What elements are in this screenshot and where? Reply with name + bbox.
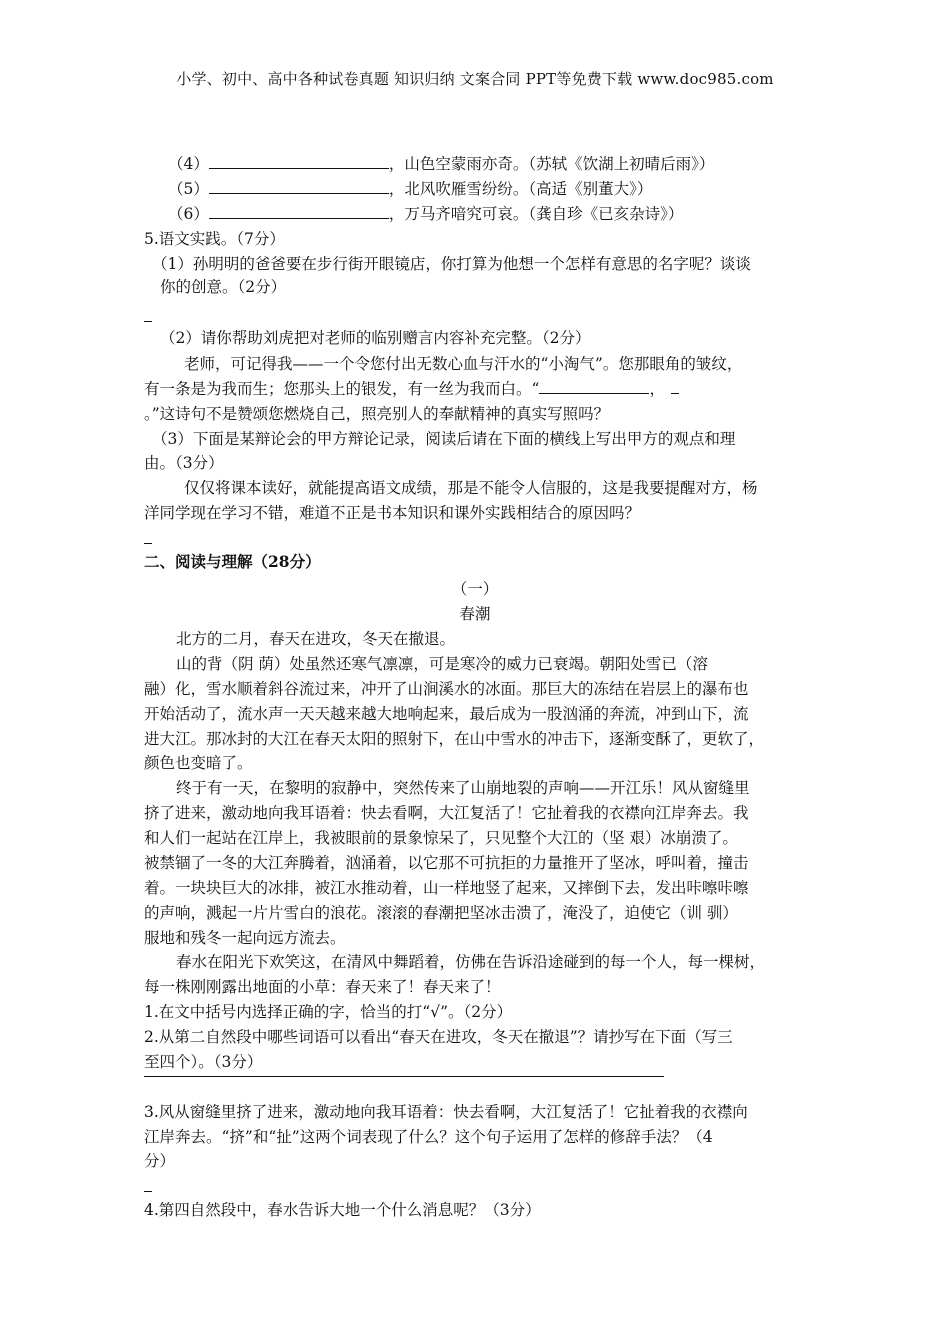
question-1: 1.在文中括号内选择正确的字，恰当的打“√”。（2分）	[144, 1003, 513, 1021]
answer-line-short[interactable]	[144, 543, 152, 544]
page-header: 小学、初中、高中各种试卷真题 知识归纳 文案合同 PPT等免费下载 www.doc985.com	[176, 70, 774, 88]
poem-text: ，北风吹雁雪纷纷。（高适《别董大》）	[388, 180, 653, 198]
q5-part2-passage-line3: 。”这诗句不是赞颂您燃烧自己，照亮别人的奉献精神的真实写照吗？	[144, 405, 610, 423]
question-2-line1: 2.从第二自然段中哪些词语可以看出“春天在进攻，冬天在撤退”？请抄写在下面（写三	[144, 1028, 733, 1046]
answer-blank[interactable]	[209, 179, 389, 194]
article-line: 被禁锢了一冬的大江奔腾着，汹涌着，以它那不可抗拒的力量推开了坚冰，呼叫着，撞击	[144, 854, 749, 872]
question-2-line2: 至四个）。（3分）	[144, 1053, 263, 1071]
q5-part2-passage-line2	[144, 378, 679, 400]
poem-number: （6）	[168, 205, 209, 223]
passage-text: ，	[649, 380, 665, 398]
answer-blank[interactable]	[539, 379, 649, 394]
article-line: 每一株刚刚露出地面的小草：春天来了！春天来了！	[144, 978, 501, 996]
q5-title: 5.语文实践。（7分）	[144, 230, 285, 248]
answer-blank[interactable]	[209, 154, 389, 169]
answer-blank[interactable]	[209, 204, 389, 219]
poem-number: （4）	[168, 155, 209, 173]
poem-line-4	[168, 153, 714, 175]
article-line: 春水在阳光下欢笑这，在清风中舞蹈着，仿佛在告诉沿途碰到的每一个人，每一棵树，	[176, 953, 766, 971]
question-4: 4.第四自然段中，春水告诉大地一个什么消息呢？（3分）	[144, 1201, 541, 1219]
question-3-line2: 江岸奔去。“挤”和“扯”这两个词表现了什么？这个句子运用了怎样的修辞手法？（4	[144, 1128, 713, 1146]
article-line: 着。一块块巨大的冰排，被江水推动着，山一样地竖了起来，又摔倒下去，发出咔嚓咔嚓	[144, 879, 749, 897]
article-line: 颜色也变暗了。	[144, 754, 253, 772]
q5-part3-record-line2: 洋同学现在学习不错，难道不正是书本知识和课外实践相结合的原因吗？	[144, 504, 641, 522]
section-title: 二、阅读与理解（28分）	[144, 552, 321, 571]
poem-text: ，万马齐喑究可哀。（龚自珍《已亥杂诗》）	[388, 205, 684, 223]
q5-part2-passage-line1: 老师，可记得我——一个令您付出无数心血与汗水的“小淘气”。您那眼角的皱纹，	[184, 355, 743, 373]
article-line: 融）化，雪水顺着斜谷流过来，冲开了山涧溪水的冰面。那巨大的冻结在岩层上的瀑布也	[144, 680, 749, 698]
q5-part3-line2: 由。（3分）	[144, 454, 224, 472]
article-line: 北方的二月，春天在进攻，冬天在撤退。	[176, 630, 456, 648]
q5-part2: （2）请你帮助刘虎把对老师的临别赠言内容补充完整。（2分）	[160, 329, 591, 347]
q5-part3-record-line1: 仅仅将课本读好，就能提高语文成绩，那是不能令人信服的，这是我要提醒对方，杨	[184, 479, 758, 497]
section-sub: （一）	[451, 580, 499, 598]
answer-line-short[interactable]	[144, 1191, 152, 1192]
q5-part1-line2: 你的创意。（2分）	[160, 278, 287, 296]
answer-blank[interactable]	[671, 379, 679, 394]
article-line: 开始活动了，流水声一天天越来越大地响起来，最后成为一股汹涌的奔流，冲到山下，流	[144, 705, 749, 723]
poem-line-5	[168, 178, 652, 200]
answer-line-short[interactable]	[144, 321, 152, 322]
article-line: 山的背（阴 荫）处虽然还寒气凛凛，可是寒冷的威力已衰竭。朝阳处雪已（溶	[176, 655, 708, 673]
article-line: 挤了进来，激动地向我耳语着：快去看啊，大江复活了！它扯着我的衣襟向江岸奔去。我	[144, 804, 749, 822]
q5-part3-line1: （3）下面是某辩论会的甲方辩论记录，阅读后请在下面的横线上写出甲方的观点和理	[152, 430, 736, 448]
article-title: 春潮	[459, 605, 491, 623]
article-line: 终于有一天，在黎明的寂静中，突然传来了山崩地裂的声响——开江乐！风从窗缝里	[176, 779, 750, 797]
question-3-line1: 3.风从窗缝里挤了进来，激动地向我耳语着：快去看啊，大江复活了！它扯着我的衣襟向	[144, 1103, 748, 1121]
poem-line-6	[168, 203, 683, 225]
passage-text: 有一条是为我而生；您那头上的银发，有一丝为我而白。“	[144, 380, 540, 398]
q5-part1-line1: （1）孙明明的爸爸要在步行街开眼镜店，你打算为他想一个怎样有意思的名字呢？谈谈	[152, 255, 751, 273]
poem-text: ，山色空蒙雨亦奇。（苏轼《饮湖上初晴后雨》）	[388, 155, 715, 173]
article-line: 服地和残冬一起向远方流去。	[144, 929, 346, 947]
answer-line[interactable]	[144, 1076, 664, 1077]
article-line: 的声响，溅起一片片雪白的浪花。滚滚的春潮把坚冰击溃了，淹没了，迫使它（训 驯）	[144, 904, 738, 922]
question-3-line3: 分）	[144, 1152, 176, 1170]
article-line: 和人们一起站在江岸上，我被眼前的景象惊呆了，只见整个大江的（坚 艰）冰崩溃了。	[144, 829, 738, 847]
poem-number: （5）	[168, 180, 209, 198]
article-line: 进大江。那冰封的大江在春天太阳的照射下，在山中雪水的冲击下，逐渐变酥了，更软了，	[144, 730, 765, 748]
